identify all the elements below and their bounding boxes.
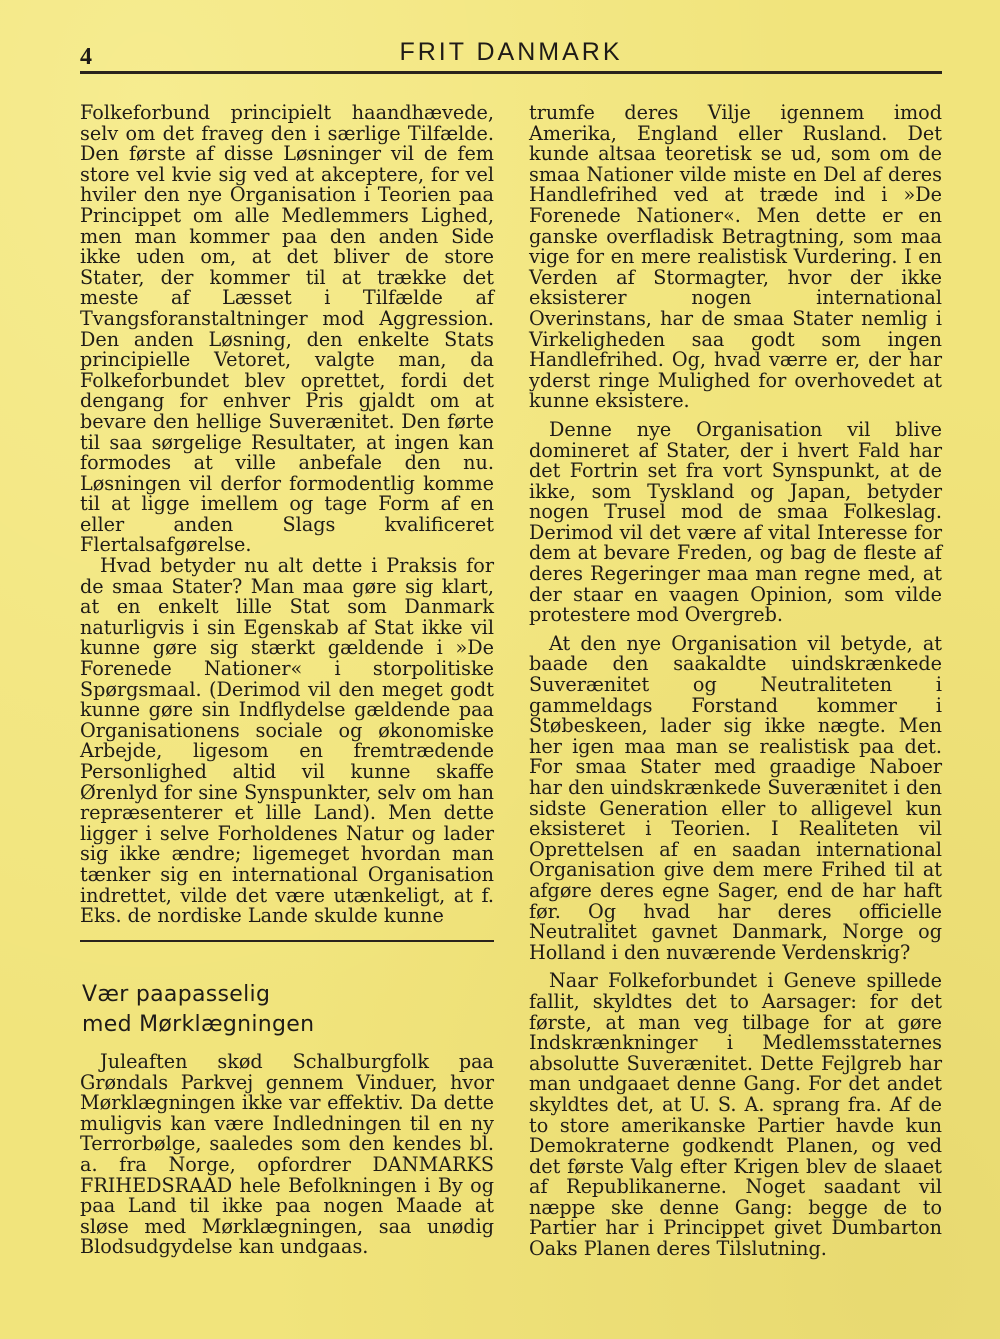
right-paragraph-3: At den nye Organisation vil betyde, at baade den saakaldte uindskrænkede Suverænitet og Neutraliteten i gammeldags Forstand kommer i Støbeskeen, lader sig ikke nægte. Men her igen maa man se realistisk paa det. For smaa Stater med graadige Naboer har den uindskrænkede Suverænitet i den sidste Generation eller to alligevel kun eksisteret i Teorien. I Realiteten vil Oprettelsen af en saadan international Organisation give dem mere Frihed til at afgøre deres egne Sager, end de har haft før. Og hvad har deres officielle Neutralitet gavnet Danmark, Norge og Holland i den nuværende Verdenskrig? (529, 631, 942, 964)
page-number: 4 (80, 44, 92, 70)
header-rule (80, 71, 942, 74)
left-column (80, 103, 494, 927)
right-paragraph-2: Denne nye Organisation vil blive domineret af Stater, der i hvert Fald har det Fortrin set fra vort Synspunkt, at de ikke, som Tyskland og Japan, betyder nogen Trusel mod de smaa Folkeslag. Derimod vil det være af vital Interesse for dem at bevare Freden, og bag de fleste af deres Regeringer maa man regne med, at der staar en vaagen Opinion, som vilde protestere mod Overgreb. (529, 417, 942, 627)
article-heading-line-1: Vær paapasselig (82, 982, 271, 1007)
right-paragraph-1: trumfe deres Vilje igennem imod Amerika, England eller Rusland. Det kunde altsaa teoretisk se ud, som om de smaa Nationer vilde miste en Del af deres Handlefrihed ved at træde ind i »De Forenede Nationer«. Men dette er en ganske overfladisk Betragtning, som maa vige for en mere realistisk Vurdering. I en Verden af Stormagter, hvor der ikke eksisterer nogen international Overinstans, har de smaa Stater nemlig i Virkeligheden saa godt som ingen Handlefrihed. Og, hvad værre er, der har yderst ringe Mulighed for overhovedet at kunne eksistere. (529, 101, 942, 413)
article-heading-line-2: med Mørklægningen (82, 1012, 315, 1037)
article-heading (82, 980, 494, 1040)
masthead-title: FRIT DANMARK (399, 38, 623, 66)
right-paragraph-4: Naar Folkeforbundet i Geneve spillede fallit, skyldtes det to Aarsager: for det første, at man veg tilbage for at gøre Indskrænkninger i Medlemsstaternes absolutte Suverænitet. Dette Fejlgreb har man undgaaet denne Gang. For det andet skyldtes det, at U. S. A. sprang fra. Af de to store amerikanske Partier havde kun Demokraterne godkendt Planen, og ved det første Valg efter Krigen blev de slaaet af Republikanerne. Noget saadant vil næppe ske denne Gang: begge de to Partier har i Princippet givet Dumbarton Oaks Planen deres Tilslutning. (529, 969, 942, 1261)
left-paragraph-1: Folkeforbund principielt haandhævede, selv om det fraveg den i særlige Tilfælde. Den første af disse Løsninger vil de fem store vel kvie sig ved at akceptere, for vel hviler den nye Organisation i Teorien paa Princippet om alle Medlemmers Lighed, men man kommer paa den anden Side ikke uden om, at det bliver de store Stater, der kommer til at trække det meste af Læsset i Tilfælde af Tvangsforanstaltninger mod Aggression. Den anden Løsning, den enkelte Stats principielle Vetoret, valgte man, da Folkeforbundet blev oprettet, fordi det dengang for enhver Pris gjaldt om at bevare den hellige Suverænitet. Den førte til saa sørgelige Resultater, at ingen kan formodes at ville anbefale den nu. Løsningen vil derfor formodentlig komme til at ligge imellem og tage Form af en eller anden Slags kvalificeret Flertalsafgørelse. (80, 101, 494, 557)
article-body (80, 1052, 494, 1258)
left-paragraph-2: Hvad betyder nu alt dette i Praksis for de smaa Stater? Man maa gøre sig klart, at en enkelt lille Stat som Danmark naturligvis i sin Egenskab af Stat ikke vil kunne gøre sig stærkt gældende i »De Forenede Nationer« i storpolitiske Spørgsmaal. (Derimod vil den meget godt kunne gøre sin Indflydelse gældende paa Organisationens sociale og økonomiske Arbejde, ligesom en fremtrædende Personlighed altid vil kunne skaffe Ørenlyd for sine Synspunkter, selv om han repræsenterer et lille Land). Men dette ligger i selve Forholdenes Natur og lader sig ikke ændre; ligemeget hvordan man tænker sig en international Organisation indrettet, vilde det være utænkeligt, at f. Eks. de nordiske Lande skulde kunne (80, 554, 494, 928)
section-divider (80, 940, 494, 942)
page-header (80, 38, 942, 70)
right-column (529, 103, 942, 1260)
article-paragraph: Juleaften skød Schalburgfolk paa Grøndals Parkvej gennem Vinduer, hvor Mørklægningen ikke var effektiv. Da dette muligvis kan være Indledningen til en ny Terrorbølge, saaledes som den kendes bl. a. fra Norge, opfordrer DANMARKS FRIHEDSRAAD hele Befolkningen i By og paa Land til ikke paa nogen Maade at sløse med Mørklægningen, saa unødig Blodsudgydelse kan undgaas. (80, 1050, 494, 1259)
